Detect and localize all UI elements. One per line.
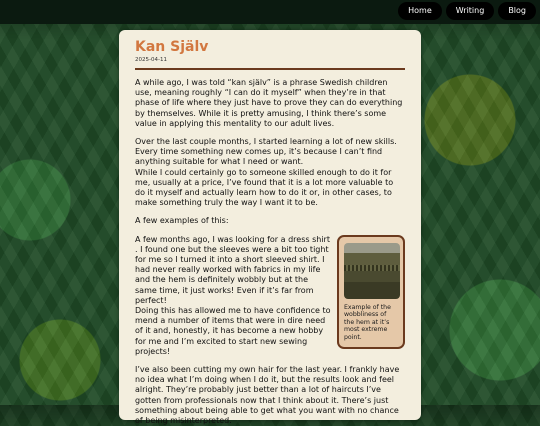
post-body	[135, 78, 405, 426]
nav-home-link[interactable]: Home	[398, 2, 442, 20]
nav-blog-link[interactable]: Blog	[498, 2, 536, 20]
hem-figure	[337, 235, 405, 349]
paragraph-haircut: I’ve also been cutting my own hair for the last year. I frankly have no idea what I’m doing when I do it, but the results look and feel alright. They’re probably just better than a lot of haircuts I’ve gotten from professionals now that I think about it. There’s just something about being able to get what you want with no chance of being misinterpreted.	[135, 365, 400, 426]
paragraph-value: While I could certainly go to someone skilled enough to do it for me, usually at a price, I’ve found that it is a lot more valuable to do it myself and actually learn how to do it or, in other cases, to make something truly the way I want it to be.	[135, 167, 394, 208]
nav-writing-link[interactable]: Writing	[446, 2, 495, 20]
title-divider	[135, 68, 405, 70]
post-date: 2025-04-11	[135, 57, 167, 63]
figure-caption: Example of the wobbliness of the hem at it’s most extreme point.	[344, 303, 391, 342]
paragraph-examples-heading: A few examples of this:	[135, 216, 229, 226]
paragraph-intro: A while ago, I was told “kan själv” is a phrase Swedish children use, meaning roughly “I can do it myself” when they’re in that phase of life where they just have to prove they can do everything by themselves. While it is pretty amusing, I think there’s some value in applying this mentality to our adult lives.	[135, 78, 403, 128]
post-card	[119, 30, 421, 426]
post-title: Kan Själv	[135, 39, 209, 55]
main-nav	[398, 2, 536, 20]
top-bar	[0, 0, 540, 24]
paragraph-shirt: A few months ago, I was looking for a dress shirt . I found one but the sleeves were a bit too tight for me so I turned it into a short sleeved shirt. I had never really worked with fabrics in my life and the hem is definitely wobbly but at the same time, it just works! Even if it’s far from perfect!	[135, 234, 330, 305]
hem-photo[interactable]	[344, 243, 400, 299]
paragraph-sewing: Doing this has allowed me to have confidence to mend a number of items that were in dire need of it and, honestly, it has become a new hobby for me and I’m excited to start new sewing projects!	[135, 306, 331, 356]
paragraph-skills: Over the last couple months, I started learning a lot of new skills. Every time something new comes up, it’s because I can’t find anything suitable for what I need or want.	[135, 137, 397, 167]
